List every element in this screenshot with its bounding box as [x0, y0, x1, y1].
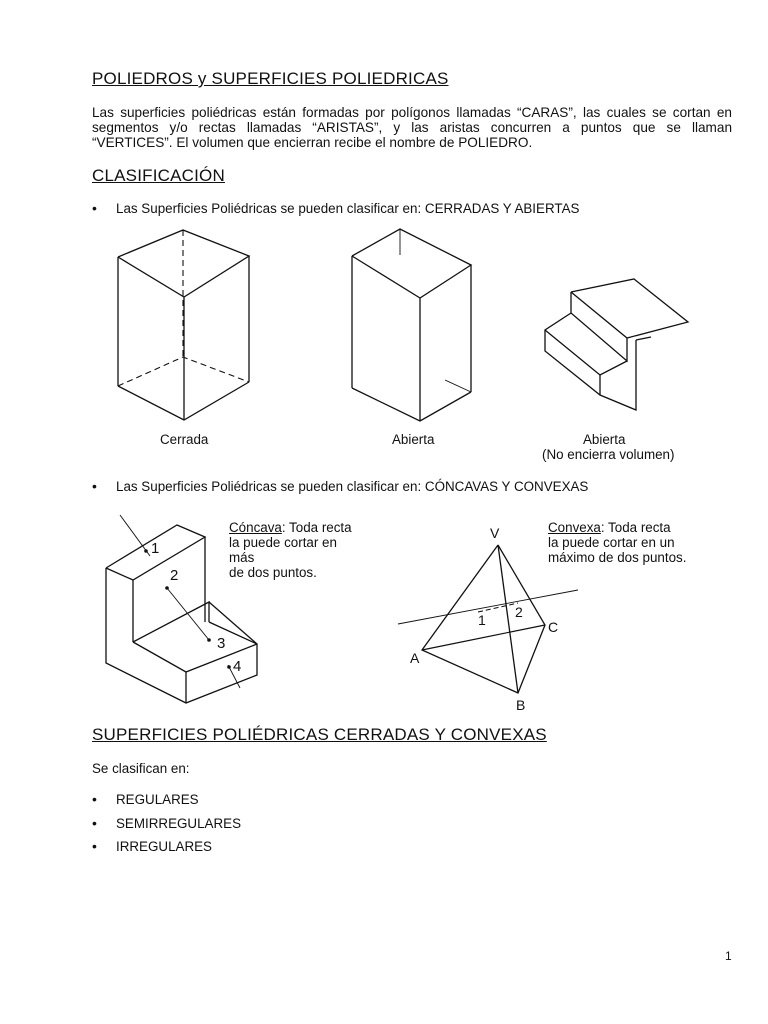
bullet-concavas-convexas: Las Superficies Poliédricas se pueden clasificar en: CÓNCAVAS Y CONVEXAS — [116, 479, 589, 494]
intro-paragraph — [92, 105, 732, 150]
list-item-semirregulares: SEMIRREGULARES — [116, 816, 242, 831]
concava-point-2: 2 — [170, 567, 179, 584]
label-abierta: Abierta — [392, 432, 435, 447]
bullet-dot: • — [92, 478, 97, 494]
label-abierta-stairs: Abierta — [583, 432, 626, 447]
concava-point-4: 4 — [233, 658, 242, 675]
convexa-term: Convexa — [548, 520, 601, 535]
vertex-v: V — [490, 525, 500, 541]
bullet-dot: • — [92, 815, 97, 831]
concava-point-3: 3 — [217, 635, 226, 652]
concava-description: Cóncava: Toda recta la puede cortar en más de dos puntos. — [229, 520, 352, 580]
list-item-regulares: REGULARES — [116, 792, 199, 807]
stairs-figure — [545, 279, 688, 410]
intro-line-2: segmentos y/o rectas llamadas “ARISTAS”, y las aristas concurren a puntos que se llaman — [92, 120, 732, 135]
concava-point-1: 1 — [151, 540, 160, 557]
convexa-description: Convexa: Toda recta la puede cortar en un máximo de dos puntos. — [548, 520, 687, 565]
list-item-irregulares: IRREGULARES — [116, 839, 212, 854]
concava-term: Cóncava — [229, 520, 282, 535]
label-cerrada: Cerrada — [160, 432, 209, 447]
se-clasifican-text: Se clasifican en: — [92, 761, 190, 776]
bullet-dot: • — [92, 791, 97, 807]
label-no-encierra: (No encierra volumen) — [542, 447, 675, 462]
cerradas-convexas-heading: SUPERFICIES POLIÉDRICAS CERRADAS Y CONVEXAS — [92, 725, 547, 744]
page-number: 1 — [725, 949, 732, 963]
vertex-b: B — [516, 697, 526, 713]
intro-line-1: Las superficies poliédricas están formadas por polígonos llamadas “CARAS”, las cuales se cortan en — [92, 105, 732, 120]
page-title: POLIEDROS y SUPERFICIES POLIEDRICAS — [92, 69, 449, 88]
bullet-dot: • — [92, 838, 97, 854]
convexa-point-2: 2 — [515, 604, 523, 620]
intro-line-3: “VERTICES”. El volumen que encierran recibe el nombre de POLIEDRO. — [92, 135, 533, 150]
vertex-a: A — [410, 650, 420, 666]
cerrada-prism — [118, 230, 249, 420]
convexa-point-1: 1 — [478, 612, 486, 628]
bullet-dot: • — [92, 200, 97, 216]
clasificacion-heading: CLASIFICACIÓN — [92, 166, 225, 185]
abierta-prism — [352, 229, 471, 421]
vertex-c: C — [548, 619, 559, 635]
bullet-cerradas-abiertas: Las Superficies Poliédricas se pueden clasificar en: CERRADAS Y ABIERTAS — [116, 201, 580, 216]
